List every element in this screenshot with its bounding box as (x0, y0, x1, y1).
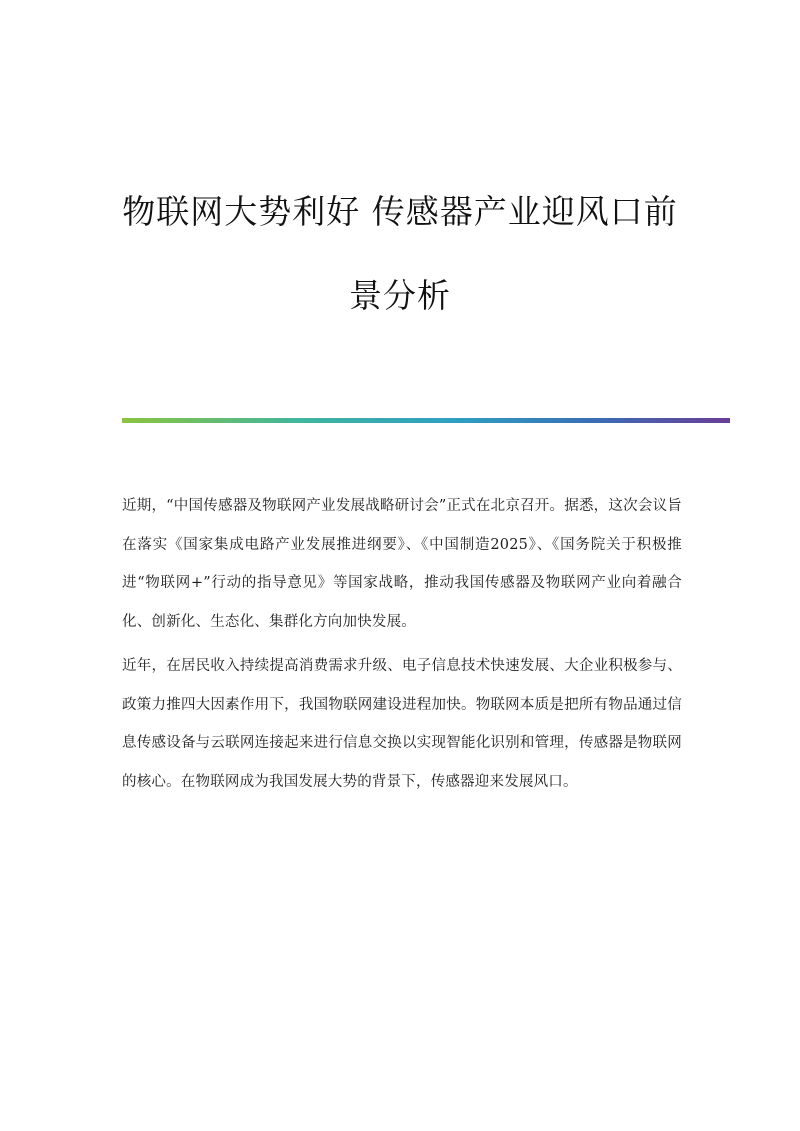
article-body (122, 487, 682, 807)
paragraph-1: 近期，“中国传感器及物联网产业发展战略研讨会”正式在北京召开。据悉，这次会议旨在落实《国家集成电路产业发展推进纲要》、《中国制造2025》、《国务院关于积极推进“物联网+”行动的指导意见》等国家战略，推动我国传感器及物联网产业向着融合化、创新化、生态化、集群化方向加快发展。 (122, 498, 682, 630)
gradient-divider (122, 418, 730, 423)
document-title (110, 170, 690, 338)
paragraph-2: 近年，在居民收入持续提高消费需求升级、电子信息技术快速发展、大企业积极参与、政策力推四大因素作用下，我国物联网建设进程加快。物联网本质是把所有物品通过信息传感设备与云联网连接起来进行信息交换以实现智能化识别和管理，传感器是物联网的核心。在物联网成为我国发展大势的背景下，传感器迎来发展风口。 (122, 658, 682, 790)
title-line-1: 物联网大势利好 传感器产业迎风口前 (122, 192, 678, 231)
title-line-2: 景分析 (349, 276, 451, 315)
